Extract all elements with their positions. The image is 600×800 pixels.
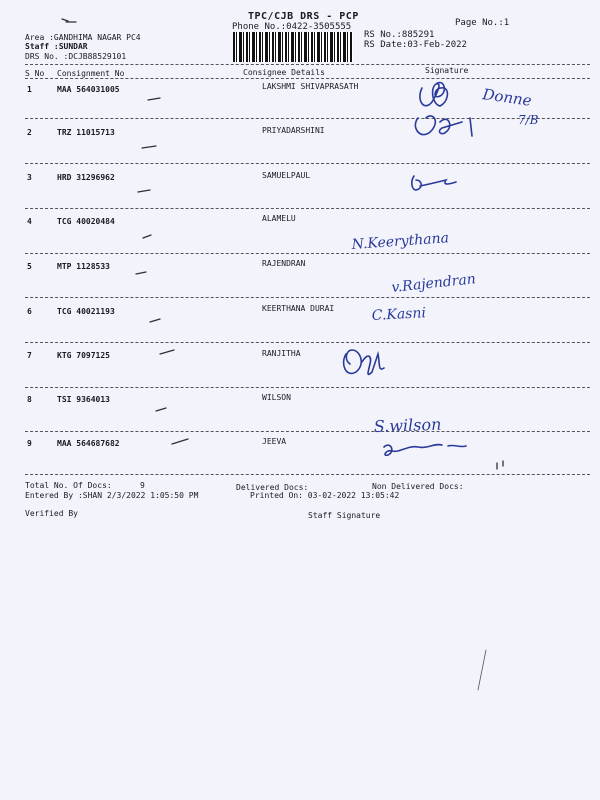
divider bbox=[25, 78, 590, 79]
row-consignee: JEEVA bbox=[262, 437, 287, 446]
row-consignment: TRZ 11015713 bbox=[57, 128, 115, 137]
signature-row3 bbox=[412, 176, 456, 190]
printed-on: Printed On: 03-02-2022 13:05:42 bbox=[250, 491, 400, 500]
row-consignee: RANJITHA bbox=[262, 349, 301, 358]
pen-tick bbox=[143, 235, 151, 238]
non-delivered-docs-label: Non Delivered Docs: bbox=[372, 482, 464, 491]
row-consignment: MAA 564031005 bbox=[57, 85, 120, 94]
rs-date: RS Date:03-Feb-2022 bbox=[364, 40, 467, 50]
pen-tick bbox=[150, 319, 160, 322]
row-consignment: TCG 40020484 bbox=[57, 217, 115, 226]
row-sno: 4 bbox=[27, 217, 32, 226]
staff-label: Staff :SUNDAR bbox=[25, 42, 88, 51]
row-sno: 5 bbox=[27, 262, 32, 271]
pen-tick bbox=[156, 408, 166, 411]
total-docs-label: Total No. Of Docs: bbox=[25, 481, 112, 490]
document-title: TPC/CJB DRS - PCP bbox=[248, 11, 359, 22]
entered-by: Entered By :SHAN 2/3/2022 1:05:50 PM bbox=[25, 491, 199, 500]
row-sno: 6 bbox=[27, 307, 32, 316]
handwriting-row8-signature: S.wilson bbox=[373, 414, 442, 436]
pen-tick bbox=[148, 98, 160, 100]
row-consignee: PRIYADARSHINI bbox=[262, 126, 325, 135]
row-sno: 7 bbox=[27, 351, 32, 360]
row-consignee: RAJENDRAN bbox=[262, 259, 306, 268]
row-consignment: MTP 1128533 bbox=[57, 262, 110, 271]
pen-tick bbox=[136, 272, 146, 274]
column-header-sno: S No bbox=[25, 69, 45, 78]
stray-mark bbox=[478, 650, 486, 690]
rs-number: RS No.:885291 bbox=[364, 30, 435, 40]
row-sno: 3 bbox=[27, 173, 32, 182]
row-consignee: SAMUELPAUL bbox=[262, 171, 311, 180]
row-consignment: TSI 9364013 bbox=[57, 395, 110, 404]
signature-row9 bbox=[384, 445, 466, 456]
handwriting-row1-note: Donne bbox=[481, 85, 533, 110]
divider bbox=[25, 474, 590, 475]
row-consignee: WILSON bbox=[262, 393, 291, 402]
row-consignment: HRD 31296962 bbox=[57, 173, 115, 182]
divider bbox=[25, 253, 590, 254]
column-header-consignee: Consignee Details bbox=[243, 68, 325, 77]
divider bbox=[25, 163, 590, 164]
drs-number: DRS No. :DCJB88529101 bbox=[25, 52, 127, 61]
verified-by-label: Verified By bbox=[25, 509, 78, 518]
divider bbox=[25, 431, 590, 432]
divider bbox=[25, 387, 590, 388]
delivered-docs-label: Delivered Docs: bbox=[236, 483, 309, 492]
row-consignee: KEERTHANA DURAI bbox=[262, 304, 335, 313]
row-sno: 9 bbox=[27, 439, 32, 448]
phone-number: Phone No.:0422-3505555 bbox=[232, 22, 352, 32]
handwriting-row6-signature: C.Kasni bbox=[371, 305, 427, 324]
row-consignment: KTG 7097125 bbox=[57, 351, 110, 360]
row-sno: 1 bbox=[27, 85, 32, 94]
divider bbox=[25, 342, 590, 343]
signature-strokes bbox=[344, 83, 472, 456]
barcode bbox=[233, 32, 353, 62]
divider bbox=[25, 208, 590, 209]
signature-row7 bbox=[344, 350, 384, 374]
row-consignment: TCG 40021193 bbox=[57, 307, 115, 316]
pen-tick bbox=[142, 146, 156, 148]
pen-tick bbox=[160, 350, 174, 354]
row-consignee: ALAMELU bbox=[262, 214, 296, 223]
handwriting-row5-signature: v.Rajendran bbox=[390, 271, 477, 296]
column-header-signature: Signature bbox=[425, 66, 469, 75]
staff-signature-label: Staff Signature bbox=[308, 511, 381, 520]
divider bbox=[25, 297, 590, 298]
handwriting-row4-signature: N.Keerythana bbox=[351, 230, 450, 253]
pen-tick bbox=[497, 461, 503, 469]
signature-row1 bbox=[420, 83, 448, 106]
pen-tick bbox=[172, 439, 188, 444]
total-docs-value: 9 bbox=[140, 481, 145, 490]
row-sno: 2 bbox=[27, 128, 32, 137]
divider bbox=[25, 64, 590, 65]
divider bbox=[25, 118, 590, 119]
row-sno: 8 bbox=[27, 395, 32, 404]
pen-mark bbox=[62, 19, 76, 22]
area-label: Area :GANDHIMA NAGAR PC4 bbox=[25, 33, 141, 42]
handwriting-row1-code: 7/B bbox=[518, 113, 539, 127]
column-header-consignment: Consignment No bbox=[57, 69, 125, 78]
row-consignment: MAA 564687682 bbox=[57, 439, 120, 448]
row-consignee: LAKSHMI SHIVAPRASATH bbox=[262, 82, 359, 91]
page-number: Page No.:1 bbox=[455, 18, 510, 28]
pen-tick bbox=[138, 190, 150, 192]
